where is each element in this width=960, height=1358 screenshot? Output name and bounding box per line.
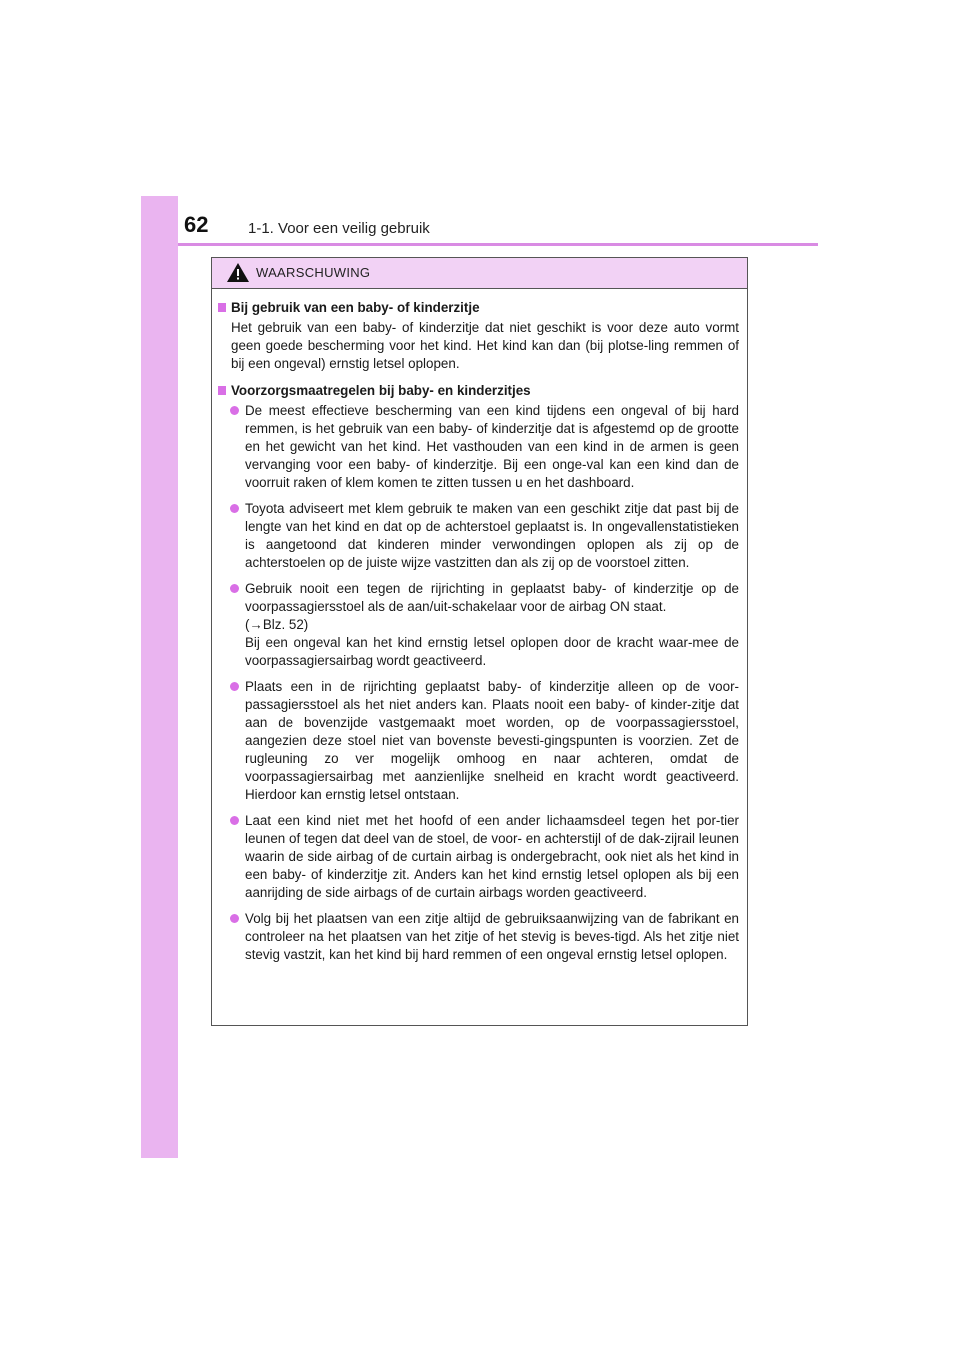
section-heading-text: Bij gebruik van een baby- of kinderzitje [231,300,480,315]
warning-header [212,258,747,289]
section-heading [216,299,739,317]
round-bullet-icon [230,504,239,513]
section-title: 1-1. Voor een veilig gebruik [248,220,430,237]
warning-label: WAARSCHUWING [256,265,371,280]
list-item-text: De meest effectieve bescherming van een kind tijdens een ongeval of bij hard remmen, is het gebruik van een baby- of kinderzitje dat is afgestemd op de grootte en het gewicht van het kind. Het vasthouden van een kind in de armen is geen vervanging voor een baby- of kinderzitje. Bij een onge-val kan een kind dan de voorruit raken of klem komen te zitten tussen u en het dashboard. [245,403,739,490]
warning-body [212,289,747,964]
chapter-tab-bar [141,196,178,1158]
square-bullet-icon [218,303,226,312]
round-bullet-icon [230,584,239,593]
square-bullet-icon [218,386,226,395]
list-item [228,580,739,670]
list-item [228,910,739,964]
section-heading [216,382,739,400]
round-bullet-icon [230,682,239,691]
list-item-text: Toyota adviseert met klem gebruik te maken van een geschikt zitje dat past bij de lengte van het kind en dat op de achterstoel geplaatst is. In ongevallenstatistieken is aangetoond dat kinderen minder verwondingen oplopen als zij op de achterstoelen op de juiste wijze vastzitten dan als zij op de voorstoel zitten. [245,501,739,570]
warning-box [211,257,748,1026]
list-item-line: Bij een ongeval kan het kind ernstig letsel oplopen door de kracht waar-mee de voorpassagiersairbag wordt geactiveerd. [245,635,739,668]
list-item-line: Gebruik nooit een tegen de rijrichting in geplaatst baby- of kinderzitje op de voorpassagiersstoel als de aan/uit-schakelaar voor de airbag ON staat. [245,581,739,614]
list-item-text [245,580,739,670]
list-item [228,500,739,572]
list-item [228,402,739,492]
list-item [228,678,739,804]
section-paragraph: Het gebruik van een baby- of kinderzitje dat niet geschikt is voor deze auto vormt geen goede bescherming voor het kind. Het kind kan dan (bij plotse-ling remmen of bij een ongeval) ernstig letsel oplopen. [231,320,739,371]
section-heading-text: Voorzorgsmaatregelen bij baby- en kinderzitjes [231,383,531,398]
bullet-list [216,402,739,964]
page-reference-link[interactable]: (→Blz. 52) [245,617,309,632]
list-item-text: Plaats een in de rijrichting geplaatst baby- of kinderzitje alleen op de voor-passagiersstoel als het niet anders kan. Plaats nooit een baby- of kinder-zitje dat aan de bovenzijde vastgemaakt moet worden, op de voorpassagiersstoel, aangezien deze stoel niet van bovenste bevesti-gingspunten is voorzien. Zet de rugleuning zo ver mogelijk omhoog en naar achteren, omdat de voorpassagiersairbag met aanzienlijke snelheid en kracht wordt geactiveerd. Hierdoor kan ernstig letsel ontstaan. [245,679,739,802]
list-item-text: Volg bij het plaatsen van een zitje altijd de gebruiksaanwijzing van de fabrikant en controleer na het plaatsen van het zitje of het stevig is beves-tigd. Als het zitje niet stevig vastzit, kan het kind bij hard remmen of een ongeval ernstig letsel oplopen. [245,911,739,962]
page-number: 62 [184,212,209,237]
warning-triangle-icon [226,262,250,283]
list-item [228,812,739,902]
round-bullet-icon [230,816,239,825]
round-bullet-icon [230,406,239,415]
header-divider [178,243,818,246]
list-item-text: Laat een kind niet met het hoofd of een ander lichaamsdeel tegen het por-tier leunen of tegen dat deel van de stoel, de voor- en achterstijl of de dak-zijrail leunen waarin de side airbag of de curtain airbag is ondergebracht, ook niet als het kind in een baby- of kinderzitje zit. Anders kan het kind ernstig letsel oplopen als bij een aanrijding de side airbags of de curtain airbags worden geactiveerd. [245,813,739,900]
round-bullet-icon [230,914,239,923]
